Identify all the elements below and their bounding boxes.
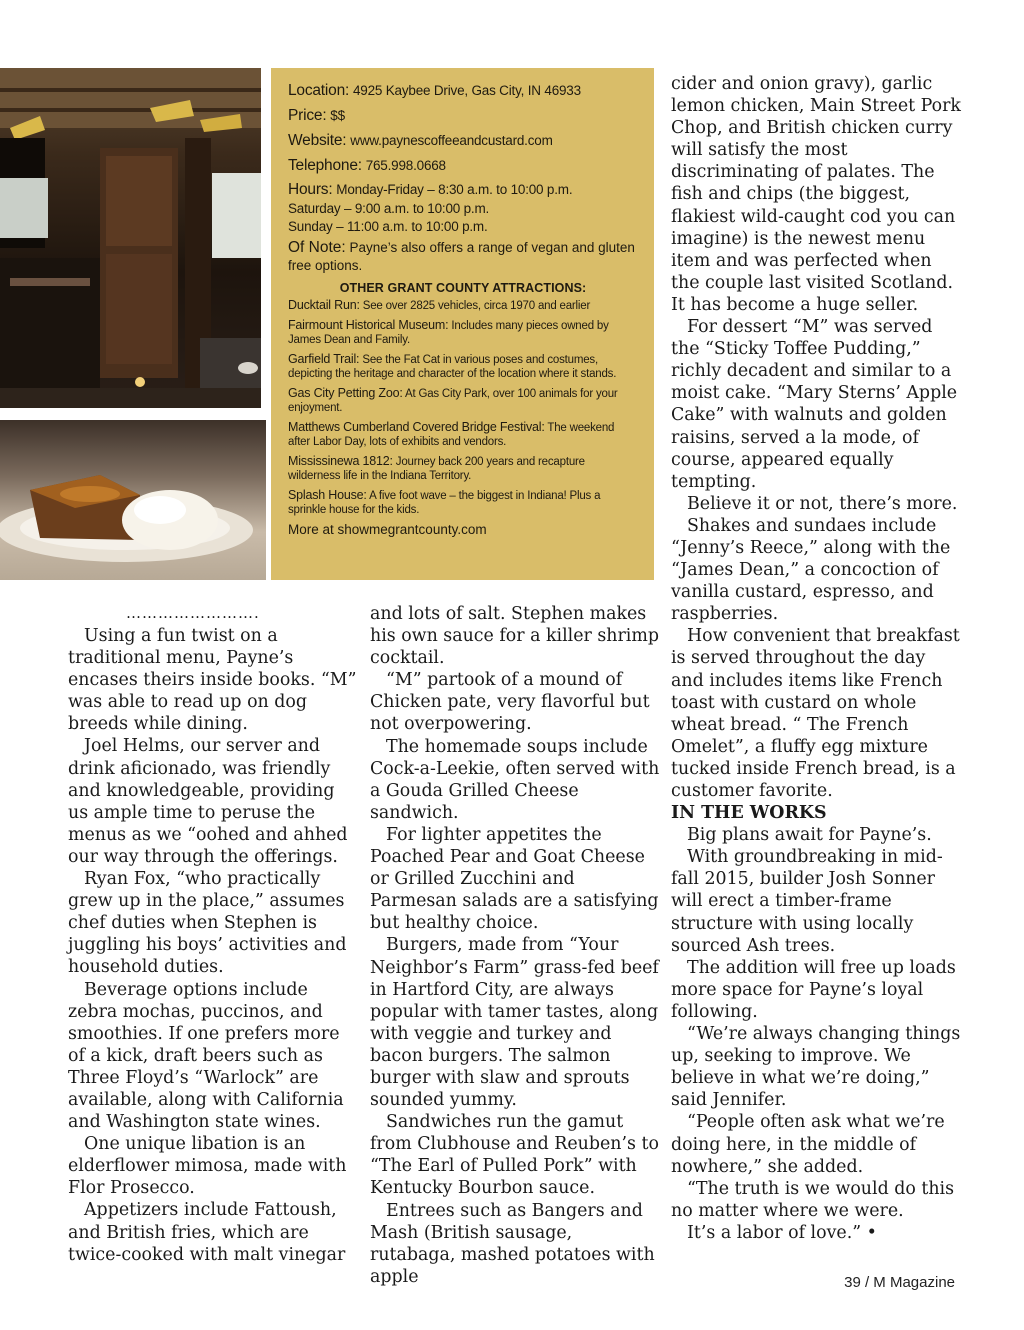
paragraph-continued: cider and onion gravy), garlic lemon chicken, Main Street Pork Chop, and British chicken curry will satisfy the most discriminating of palates. The fish and chips (the biggest, flakiest wild-caught cod you can imagine) is the newest menu item and was perfected when the couple last visited Scotland. It has become a huge seller. — [671, 74, 961, 315]
of-note-label: Of Note: — [288, 239, 346, 256]
website-label: Website: — [288, 132, 347, 149]
price-value: $$ — [330, 108, 345, 123]
section-divider-dots: ……………………. — [126, 604, 260, 622]
attraction-item — [288, 454, 638, 484]
attraction-name: Matthews Cumberland Covered Bridge Festival: — [288, 419, 545, 434]
paragraph: The addition will free up loads more space for Payne’s loyal following. — [671, 957, 956, 1022]
telephone-value: 765.998.0668 — [365, 158, 446, 173]
restaurant-info-box — [271, 68, 654, 580]
attraction-name: Splash House: — [288, 487, 367, 502]
more-info-link[interactable]: More at showmegrantcounty.com — [288, 521, 487, 537]
paragraph: Burgers, made from “Your Neighbor’s Farm” grass-fed beef in Hartford City, are always popular with tamer tastes, along with veggie and turkey and bacon burgers. The salmon burger with slaw and sprouts sounded yummy. — [370, 935, 659, 1111]
attractions-heading: OTHER GRANT COUNTY ATTRACTIONS: — [339, 281, 587, 295]
location-value: 4925 Kaybee Drive, Gas City, IN 46933 — [352, 83, 581, 98]
attraction-name: Fairmount Historical Museum: — [288, 317, 449, 332]
attraction-item — [288, 386, 638, 416]
paragraph: Shakes and sundaes include “Jenny’s Reece,” along with the “James Dean,” a concoction of vanilla custard, espresso, and raspberries. — [671, 515, 951, 625]
attraction-name: Gas City Petting Zoo: — [288, 385, 403, 400]
attraction-item — [288, 352, 638, 382]
website-row — [288, 130, 638, 152]
attraction-desc: The weekend after Labor Day, lots of exhibits and vendors. — [288, 421, 615, 448]
telephone-label: Telephone: — [288, 157, 362, 174]
paragraph: How convenient that breakfast is served throughout the day and includes items like French toast with custard on whole wheat bread. “ The French Omelet”, a fluffy egg mixture tucked inside French bread, is a customer favorite. — [671, 626, 960, 801]
hours-label: Hours: — [288, 181, 333, 198]
of-note-row — [288, 239, 638, 275]
website-link[interactable]: www.paynescoffeeandcustard.com — [350, 133, 553, 148]
price-row — [288, 105, 638, 127]
attraction-name: Ducktail Run: — [288, 298, 360, 312]
paragraph: “People often ask what we’re doing here, in the middle of nowhere,” she added. — [671, 1112, 945, 1177]
paragraph: Entrees such as Bangers and Mash (British sausage, rutabaga, mashed potatoes with apple — [370, 1200, 655, 1287]
paragraph: It’s a labor of love.” • — [687, 1222, 877, 1243]
article-column-middle — [370, 603, 660, 1288]
attraction-desc: At Gas City Park, over 100 animals for your enjoyment. — [288, 387, 618, 414]
location-row — [288, 80, 638, 102]
paragraph: “The truth is we would do this no matter where we were. — [671, 1178, 955, 1221]
paragraph: “We’re always changing things up, seeking to improve. We believe in what we’re doing,” said Jennifer. — [671, 1024, 961, 1111]
paragraph: For dessert “M” was served the “Sticky Toffee Pudding,” richly decadent and similar to a moist cake. “Mary Sterns’ Apple Cake” with walnuts and golden raisins, served a la mode, of course, appeared equally tempting. — [671, 317, 958, 492]
paragraph: Appetizers include Fattoush, and British fries, which are twice-cooked with malt vinegar — [68, 1200, 346, 1265]
section-subhead: IN THE WORKS — [671, 803, 827, 824]
attraction-desc: See over 2825 vehicles, circa 1970 and earlier — [362, 300, 591, 312]
attraction-desc: Journey back 200 years and recapture wilderness life in the Indiana Territory. — [288, 455, 585, 482]
attraction-desc: Includes many pieces owned by James Dean and Family. — [288, 319, 609, 346]
paragraph: Believe it or not, there’s more. — [687, 493, 958, 514]
paragraph: Using a fun twist on a traditional menu, Payne’s encases theirs inside books. “M” was able to read up on dog breeds while dining. — [68, 626, 357, 735]
attraction-desc: See the Fat Cat in various poses and costumes, depicting the heritage and character of the location where it stands. — [288, 353, 617, 380]
paragraph-continued: and lots of salt. Stephen makes his own sauce for a killer shrimp cocktail. — [370, 604, 659, 669]
hours-row — [288, 180, 638, 236]
paragraph: Joel Helms, our server and drink aficionado, was friendly and knowledgeable, providing us ample time to peruse the menus as we “oohed and ahhed our way through the offerings. — [68, 736, 348, 867]
hours-weekday: Monday-Friday – 8:30 a.m. to 10:00 p.m. — [336, 182, 573, 197]
article-column-right — [671, 73, 961, 1244]
paragraph: Big plans await for Payne’s. — [687, 825, 932, 846]
hours-saturday: Saturday – 9:00 a.m. to 10:00 p.m. — [288, 201, 490, 216]
paragraph: The homemade soups include Cock-a-Leekie, often served with a Gouda Grilled Cheese sandwich. — [370, 736, 660, 823]
article-column-left — [68, 603, 358, 1266]
paragraph: For lighter appetites the Poached Pear and Goat Cheese or Grilled Zucchini and Parmesan salads are a satisfying but healthy choice. — [370, 824, 659, 934]
price-label: Price: — [288, 107, 327, 124]
attraction-desc: A five foot wave – the biggest in Indiana! Plus a sprinkle house for the kids. — [288, 489, 601, 516]
paragraph: “M” partook of a mound of Chicken pate, very flavorful but not overpowering. — [370, 670, 650, 735]
telephone-row — [288, 155, 638, 177]
page-footer: 39 / M Magazine — [844, 1274, 955, 1291]
paragraph: Beverage options include zebra mochas, puccinos, and smoothies. If one prefers more of a kick, draft beers such as Three Floyd’s “Warlock” are available, along with California and Washington state wines. — [68, 979, 344, 1133]
attraction-name: Garfield Trail: — [288, 351, 360, 366]
of-note-value: Payne’s also offers a range of vegan and gluten free options. — [288, 240, 635, 273]
paragraph: With groundbreaking in mid-fall 2015, builder Josh Sonner will erect a timber-frame structure with using locally sourced Ash trees. — [671, 847, 943, 956]
attraction-name: Mississinewa 1812: — [288, 453, 393, 468]
paragraph: Ryan Fox, “who practically grew up in the place,” assumes chef duties when Stephen is juggling his boys’ activities and household duties. — [68, 869, 347, 978]
hours-sunday: Sunday – 11:00 a.m. to 10:00 p.m. — [288, 219, 488, 234]
restaurant-interior-photo — [0, 68, 261, 408]
paragraph: Sandwiches run the gamut from Clubhouse and Reuben’s to “The Earl of Pulled Pork” with Kentucky Bourbon sauce. — [370, 1112, 659, 1199]
sticky-toffee-pudding-photo — [0, 420, 266, 580]
paragraph: One unique libation is an elderflower mimosa, made with Flor Prosecco. — [68, 1134, 347, 1199]
attraction-item — [288, 318, 638, 348]
attraction-item — [288, 298, 638, 314]
attraction-item — [288, 488, 638, 518]
attraction-item — [288, 420, 638, 450]
location-label: Location: — [288, 82, 350, 99]
